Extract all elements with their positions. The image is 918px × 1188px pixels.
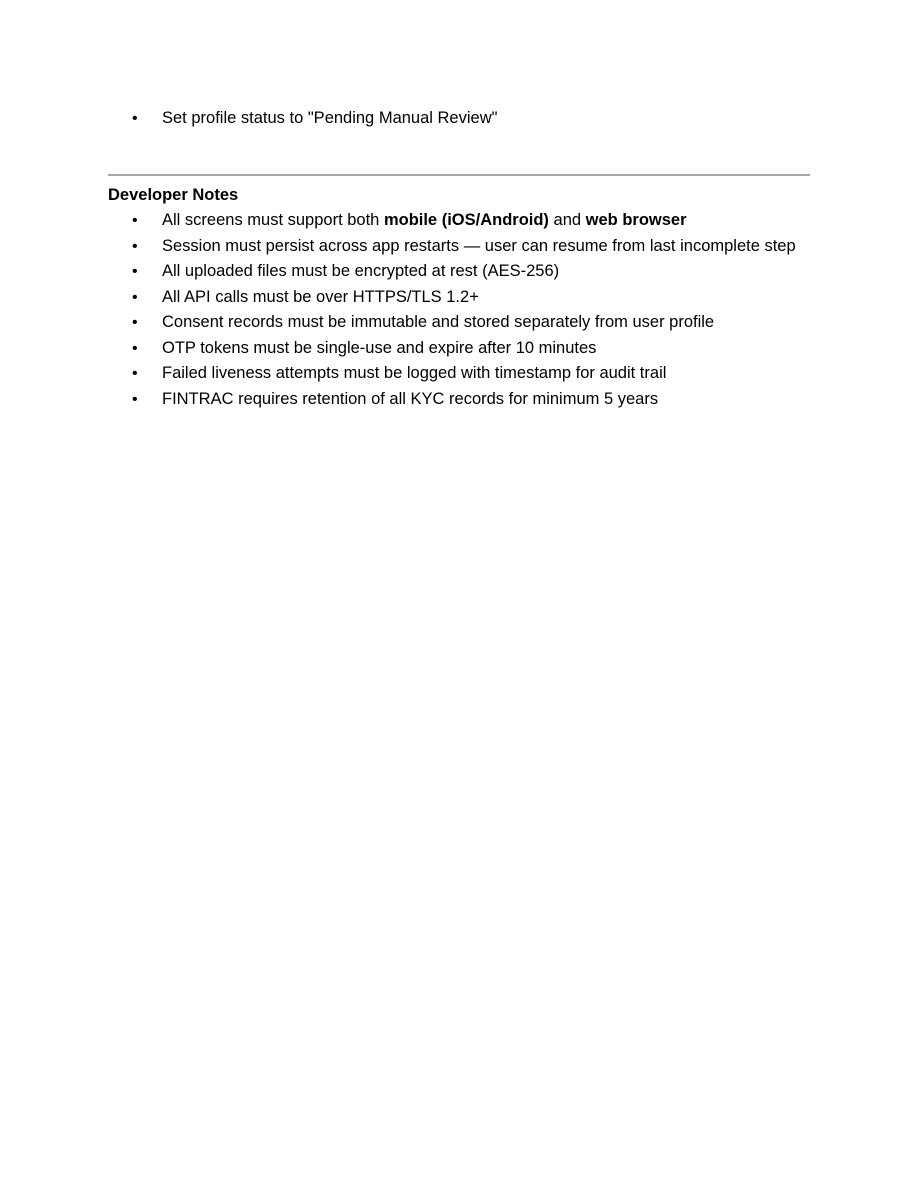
list-item [108, 387, 810, 413]
list-item [108, 234, 810, 260]
list-item [108, 285, 810, 311]
list-item-text: All API calls must be over HTTPS/TLS 1.2+ [162, 287, 479, 306]
list-item [108, 259, 810, 285]
bullet-icon: • [132, 390, 138, 408]
list-item-text: OTP tokens must be single-use and expire after 10 minutes [162, 338, 597, 357]
developer-notes-list [108, 208, 810, 412]
section-divider [108, 174, 810, 176]
status-action-list [108, 106, 810, 132]
list-item [108, 361, 810, 387]
list-item [108, 208, 810, 234]
bullet-icon: • [132, 263, 138, 280]
bullet-icon: • [132, 212, 138, 229]
list-item-text: Failed liveness attempts must be logged with timestamp for audit trail [162, 364, 667, 382]
bullet-icon: • [132, 339, 138, 357]
list-item [108, 310, 810, 336]
list-item-text: Set profile status to "Pending Manual Review" [162, 109, 498, 127]
list-item-text: All uploaded files must be encrypted at rest (AES-256) [162, 262, 560, 280]
bullet-icon: • [132, 237, 138, 255]
list-item-text-middle: and [548, 211, 586, 229]
list-item-bold-browser: web browser [585, 211, 687, 229]
bullet-icon: • [132, 365, 138, 382]
list-item-text-prefix: All screens must support both [162, 211, 384, 229]
bullet-icon: • [132, 110, 138, 127]
list-item [108, 336, 810, 362]
bullet-icon: • [132, 314, 138, 331]
developer-notes-heading: Developer Notes [108, 186, 239, 204]
list-item [108, 106, 810, 132]
list-item-bold-platforms: mobile (iOS/Android) [383, 211, 549, 229]
bullet-icon: • [132, 288, 138, 306]
list-item-text: Session must persist across app restarts — user can resume from last incomplete step [162, 236, 796, 255]
list-item-text: FINTRAC requires retention of all KYC records for minimum 5 years [162, 389, 659, 408]
list-item-text: Consent records must be immutable and stored separately from user profile [162, 313, 715, 331]
